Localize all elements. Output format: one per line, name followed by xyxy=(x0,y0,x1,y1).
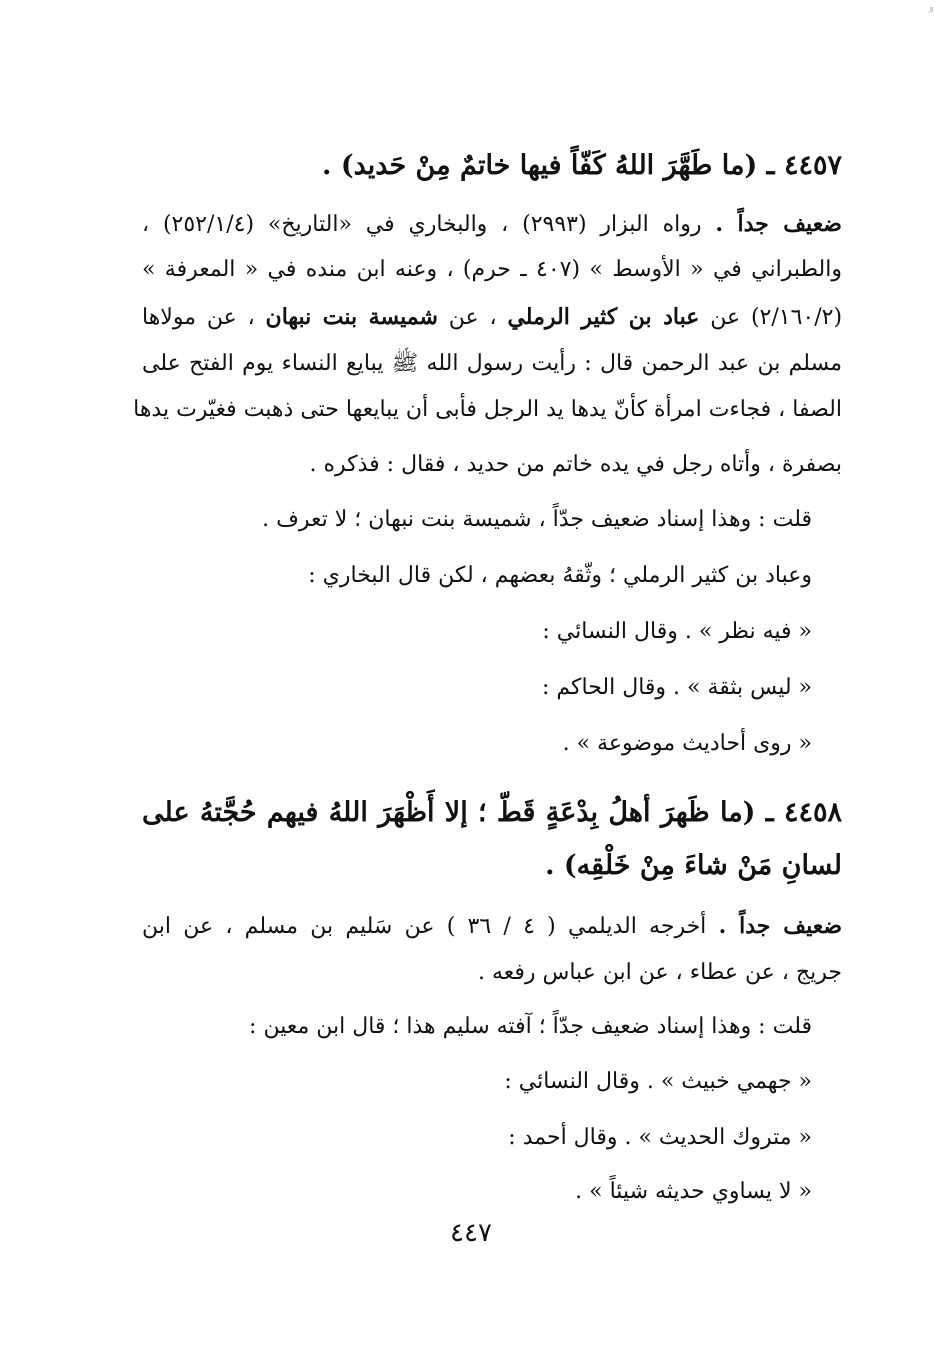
hadith-4458-comment-1: قلت : وهذا إسناد ضعيف جدّاً ؛ آفته سليم هذا ؛ قال ابن معين : xyxy=(249,1014,812,1039)
hadith-4457-heading: ٤٤٥٧ ـ (ما طَهَّرَ اللهُ كَفّاً فيها خاتمٌ مِنْ حَديد) . xyxy=(322,150,842,181)
hadith-4457-line-3-e: ، عن مولاها xyxy=(142,305,255,330)
hadith-4457-line-1-text: رواه البزار (٢٩٩٣) ، والبخاري في «التاريخ» (٢٥٢/١/٤) ، xyxy=(142,212,702,237)
hadith-4458-quote-2: « متروك الحديث » . وقال أحمد : xyxy=(508,1125,812,1150)
hadith-4458-heading-1: ٤٤٥٨ ـ (ما ظَهرَ أهلُ بِدْعَةٍ قَطّ ؛ إلا أَظْهَرَ اللهُ فيهم حُجَّتهُ على xyxy=(142,797,842,828)
hadith-4457-line-3 xyxy=(142,302,842,333)
hadith-4458-grade: ضعيف جداً . xyxy=(718,913,843,939)
hadith-4458-line-1-text: أخرجه الديلمي ( ٤ / ٣٦ ) عن سَليم بن مسلم ، عن ابن xyxy=(142,914,707,939)
hadith-4457-line-2: والطبراني في « الأوسط » (٤٠٧ ـ حرم) ، وعنه ابن منده في « المعرفة » xyxy=(142,257,842,282)
hadith-4457-quote-2: « ليس بثقة » . وقال الحاكم : xyxy=(541,675,812,700)
hadith-4458-heading-2: لسانِ مَنْ شاءَ مِنْ خَلْقِه) . xyxy=(545,850,842,881)
hadith-4457-line-5: الصفا ، فجاءت امرأة كأنّ يدها يد الرجل فأبى أن يبايعها حتى ذهبت فغيّرت يدها xyxy=(133,397,842,422)
hadith-4458-line-2: جريج ، عن عطاء ، عن ابن عباس رفعه . xyxy=(477,960,842,985)
hadith-4458-quote-3: « لا يساوي حديثه شيئاً » . xyxy=(575,1179,812,1204)
hadith-4457-quote-1: « فيه نظر » . وقال النسائي : xyxy=(542,619,812,644)
hadith-4457-line-6: بصفرة ، وأتاه رجل في يده خاتم من حديد ، فقال : فذكره . xyxy=(309,452,842,477)
hadith-4457-line-3-c: ، عن xyxy=(448,305,497,330)
hadith-4457-grade: ضعيف جداً . xyxy=(715,211,842,237)
narrator-abbad: عباد بن كثير الرملي xyxy=(507,304,700,330)
hadith-4457-quote-3: « روى أحاديث موضوعة » . xyxy=(562,731,812,756)
hadith-4457-line-4: مسلم بن عبد الرحمن قال : رأيت رسول الله ﷺ يبايع النساء يوم الفتح على xyxy=(142,351,842,376)
hadith-4457-line-3-a: (٢/١٦٠/٢) عن xyxy=(710,305,843,330)
narrator-shumaysa: شميسة بنت نبهان xyxy=(265,304,438,330)
hadith-4457-comment-2: وعباد بن كثير الرملي ؛ وثّقهُ بعضهم ، لكن قال البخاري : xyxy=(308,563,812,588)
page-number: ٤٤٧ xyxy=(450,1218,492,1248)
hadith-4458-line-1 xyxy=(142,911,842,942)
corner-mark: ﻭ xyxy=(929,2,934,13)
hadith-4457-comment-1: قلت : وهذا إسناد ضعيف جدّاً ، شميسة بنت نبهان ؛ لا تعرف . xyxy=(262,507,812,532)
hadith-4458-quote-1: « جهمي خبيث » . وقال النسائي : xyxy=(504,1069,812,1094)
hadith-4457-line-1 xyxy=(142,209,842,240)
